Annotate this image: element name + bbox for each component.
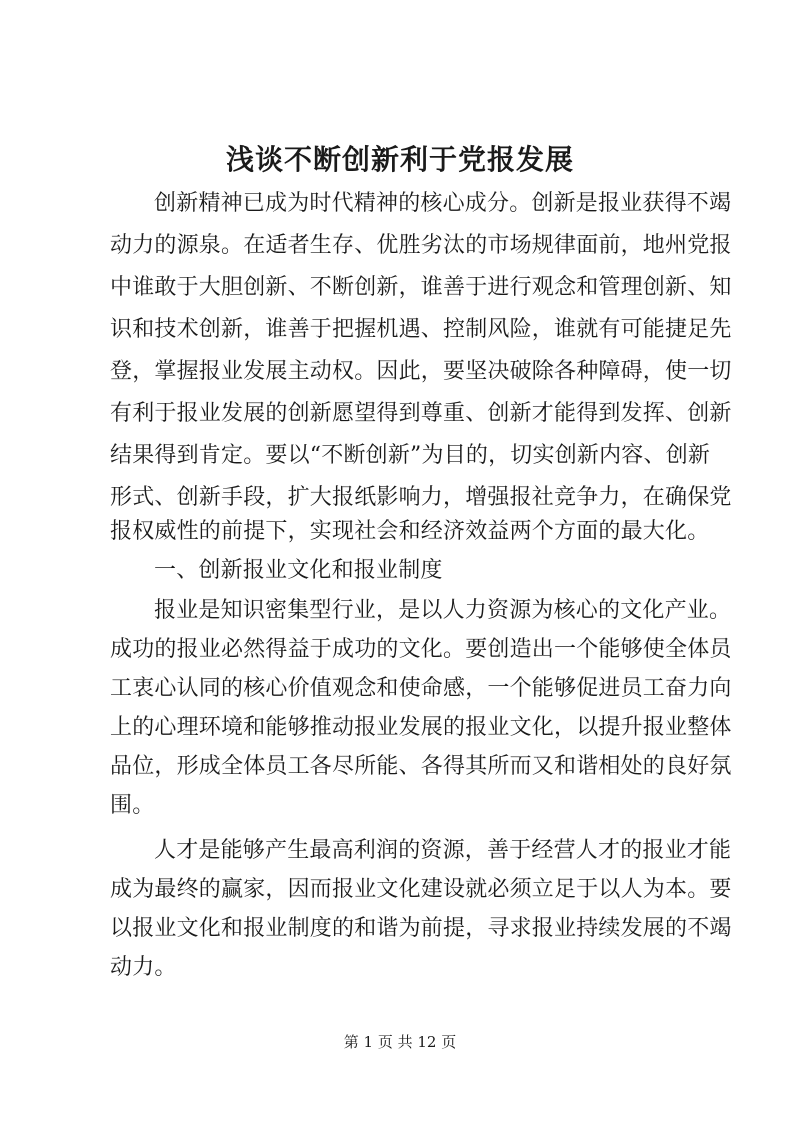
section-heading: 一、创新报业文化和报业制度 (154, 558, 443, 583)
paragraph-2-line-3: 工衷心认同的核心价值观念和使命感，一个能够促进员工奋力向 (110, 676, 732, 701)
paragraph-3-line-2: 成为最终的赢家，因而报业文化建设就必须立足于以人为本。要 (110, 877, 732, 902)
paragraph-2-line-2: 成功的报业必然得益于成功的文化。要创造出一个能够使全体员 (110, 637, 732, 662)
paragraph-1-line-7: 结果得到肯定。要以“不断创新”为目的，切实创新内容、创新 (110, 443, 711, 468)
paragraph-1-line-9: 报权威性的前提下，实现社会和经济效益两个方面的最大化。 (110, 519, 710, 544)
paragraph-1-line-1: 创新精神已成为时代精神的核心成分。创新是报业获得不竭 (154, 191, 732, 216)
paragraph-2-line-6: 围。 (110, 793, 155, 818)
paragraph-1-line-3: 中谁敢于大胆创新、不断创新，谁善于进行观念和管理创新、知 (110, 275, 732, 300)
paragraph-2-line-1: 报业是知识密集型行业，是以人力资源为核心的文化产业。 (154, 598, 732, 623)
paragraph-3-line-3: 以报业文化和报业制度的和谐为前提，寻求报业持续发展的不竭 (110, 916, 732, 941)
paragraph-2-line-5: 品位，形成全体员工各尽所能、各得其所而又和谐相处的良好氛 (110, 754, 732, 779)
paragraph-1-line-2: 动力的源泉。在适者生存、优胜劣汰的市场规律面前，地州党报 (110, 233, 732, 258)
paragraph-1-line-4: 识和技术创新，谁善于把握机遇、控制风险，谁就有可能捷足先 (110, 317, 732, 342)
paragraph-3-line-1: 人才是能够产生最高利润的资源，善于经营人才的报业才能 (154, 838, 732, 863)
paragraph-1-line-6: 有利于报业发展的创新愿望得到尊重、创新才能得到发挥、创新 (110, 401, 732, 426)
paragraph-3-line-4: 动力。 (110, 955, 177, 980)
page-number-footer: 第 1 页 共 12 页 (343, 1033, 457, 1051)
document-title: 浅谈不断创新利于党报发展 (225, 143, 574, 176)
paragraph-2-line-4: 上的心理环境和能够推动报业发展的报业文化，以提升报业整体 (110, 715, 732, 740)
paragraph-1-line-8: 形式、创新手段，扩大报纸影响力，增强报社竞争力，在确保党 (110, 485, 732, 510)
paragraph-1-line-5: 登，掌握报业发展主动权。因此，要坚决破除各种障碍，使一切 (110, 359, 732, 384)
